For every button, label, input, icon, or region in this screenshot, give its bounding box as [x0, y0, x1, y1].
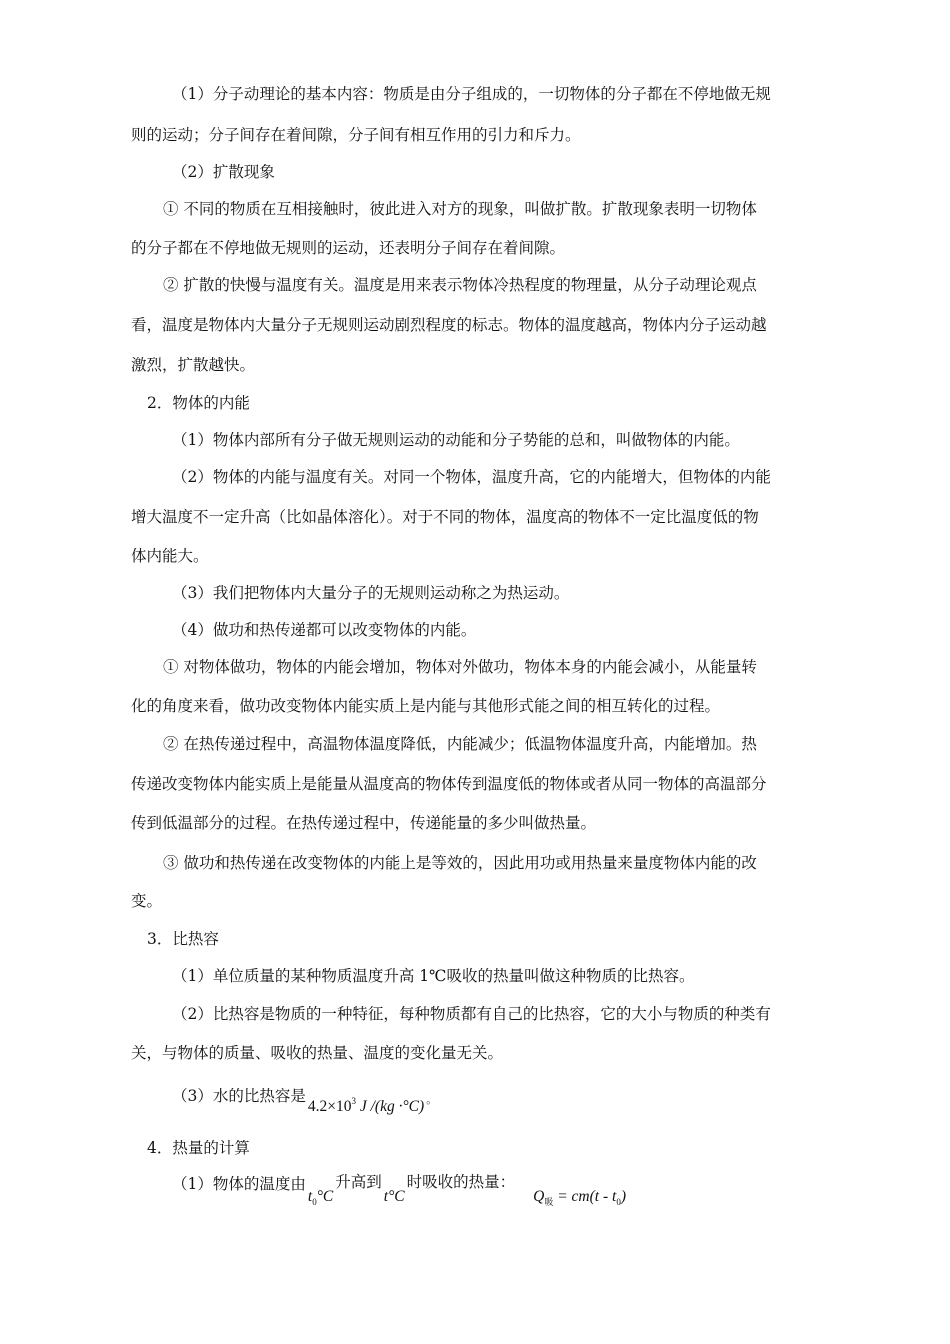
- paragraph-heat-transfer-line2: 传递改变物体内能实质上是能量从温度高的物体传到温度低的物体或者从同一物体的高温部分: [131, 775, 767, 793]
- t0-base: t: [307, 1188, 313, 1205]
- paragraph-diffusion-1-line2: 的分子都在不停地做无规则的运动，还表明分子间存在着间隙。: [131, 239, 566, 257]
- q-close: ): [620, 1188, 626, 1205]
- paragraph-equivalence-line2: 变。: [131, 892, 163, 910]
- paragraph-internal-energy-2-line3: 体内能大。: [131, 547, 209, 565]
- t-base: t: [383, 1188, 389, 1205]
- section-heading-heat-calculation: 4．热量的计算: [147, 1139, 250, 1157]
- t0-subscript: 0: [312, 1197, 317, 1207]
- heat-calc-label-absorbed: 时吸收的热量：: [406, 1173, 516, 1191]
- q-rhs: = cm(t - t: [553, 1188, 617, 1205]
- paragraph-molecular-theory-line1: （1）分子动理论的基本内容：物质是由分子组成的，一切物体的分子都在不停地做无规: [172, 85, 771, 103]
- initial-temperature: [308, 1188, 333, 1205]
- paragraph-specific-heat-2-line1: （2）比热容是物质的一种特征，每种物质都有自己的比热容，它的大小与物质的种类有: [172, 1005, 771, 1023]
- section-heading-internal-energy: 2．物体的内能: [147, 394, 250, 412]
- paragraph-internal-energy-4: （4）做功和热传递都可以改变物体的内能。: [172, 621, 477, 639]
- paragraph-internal-energy-2-line1: （2）物体的内能与温度有关。对同一个物体，温度升高，它的内能增大，但物体的内能: [172, 468, 771, 486]
- paragraph-work-line1: ① 对物体做功，物体的内能会增加，物体对外做功，物体本身的内能会减小，从能量转: [163, 658, 757, 676]
- formula-times-ten: ×10: [327, 1098, 352, 1115]
- final-temperature: [384, 1188, 405, 1205]
- q-base: Q: [533, 1188, 545, 1205]
- paragraph-heat-calculation-1: [172, 1173, 626, 1208]
- paragraph-diffusion-2-line1: ② 扩散的快慢与温度有关。温度是用来表示物体冷热程度的物理量，从分子动理论观点: [163, 276, 757, 294]
- formula-exponent: 3: [351, 1096, 356, 1106]
- formula-end-mark: 。: [426, 1093, 438, 1106]
- paragraph-water-specific-heat: [172, 1081, 438, 1115]
- formula-value: 4.2: [307, 1098, 328, 1115]
- paragraph-specific-heat-1: （1）单位质量的某种物质温度升高 1℃吸收的热量叫做这种物质的比热容。: [172, 967, 695, 985]
- t-unit: °C: [388, 1188, 405, 1205]
- paragraph-equivalence-line1: ③ 做功和热传递在改变物体的内能上是等效的，因此用功或用热量来量度物体内能的改: [163, 854, 757, 872]
- paragraph-heat-transfer-line1: ② 在热传递过程中，高温物体温度降低，内能减少；低温物体温度升高，内能增加。热: [163, 735, 757, 753]
- paragraph-diffusion-1-line1: ① 不同的物质在互相接触时，彼此进入对方的现象，叫做扩散。扩散现象表明一切物体: [163, 200, 757, 218]
- water-specific-heat-formula: [308, 1098, 424, 1115]
- heat-calc-label-to: 升高到: [335, 1173, 382, 1191]
- paragraph-diffusion-2-line3: 激烈，扩散越快。: [131, 356, 256, 374]
- t0-unit: °C: [316, 1188, 334, 1205]
- heat-absorbed-formula: [533, 1188, 626, 1208]
- paragraph-diffusion-heading: （2）扩散现象: [172, 163, 275, 181]
- q-rhs-subscript: 0: [616, 1197, 621, 1207]
- q-subscript: 吸: [544, 1198, 554, 1208]
- paragraph-internal-energy-2-line2: 增大温度不一定升高（比如晶体溶化）。对于不同的物体，温度高的物体不一定比温度低的物: [131, 508, 759, 526]
- paragraph-internal-energy-3: （3）我们把物体内大量分子的无规则运动称之为热运动。: [172, 584, 570, 602]
- paragraph-specific-heat-2-line2: 关，与物体的质量、吸收的热量、温度的变化量无关。: [131, 1044, 504, 1062]
- paragraph-molecular-theory-line2: 则的运动；分子间存在着间隙，分子间有相互作用的引力和斥力。: [131, 126, 581, 144]
- paragraph-diffusion-2-line2: 看，温度是物体内大量分子无规则运动剧烈程度的标志。物体的温度越高，物体内分子运动越: [131, 316, 767, 334]
- section-heading-specific-heat: 3．比热容: [147, 930, 219, 948]
- heat-calc-label-from: （1）物体的温度由: [172, 1175, 306, 1193]
- paragraph-internal-energy-1: （1）物体内部所有分子做无规则运动的动能和分子势能的总和，叫做物体的内能。: [172, 431, 740, 449]
- paragraph-heat-transfer-line3: 传到低温部分的过程。在热传递过程中，传递能量的多少叫做热量。: [131, 814, 597, 832]
- water-specific-heat-label: （3）水的比热容是: [172, 1087, 306, 1105]
- paragraph-work-line2: 化的角度来看，做功改变物体内能实质上是内能与其他形式能之间的相互转化的过程。: [131, 697, 721, 715]
- formula-unit: J /(kg ·°C): [359, 1098, 425, 1115]
